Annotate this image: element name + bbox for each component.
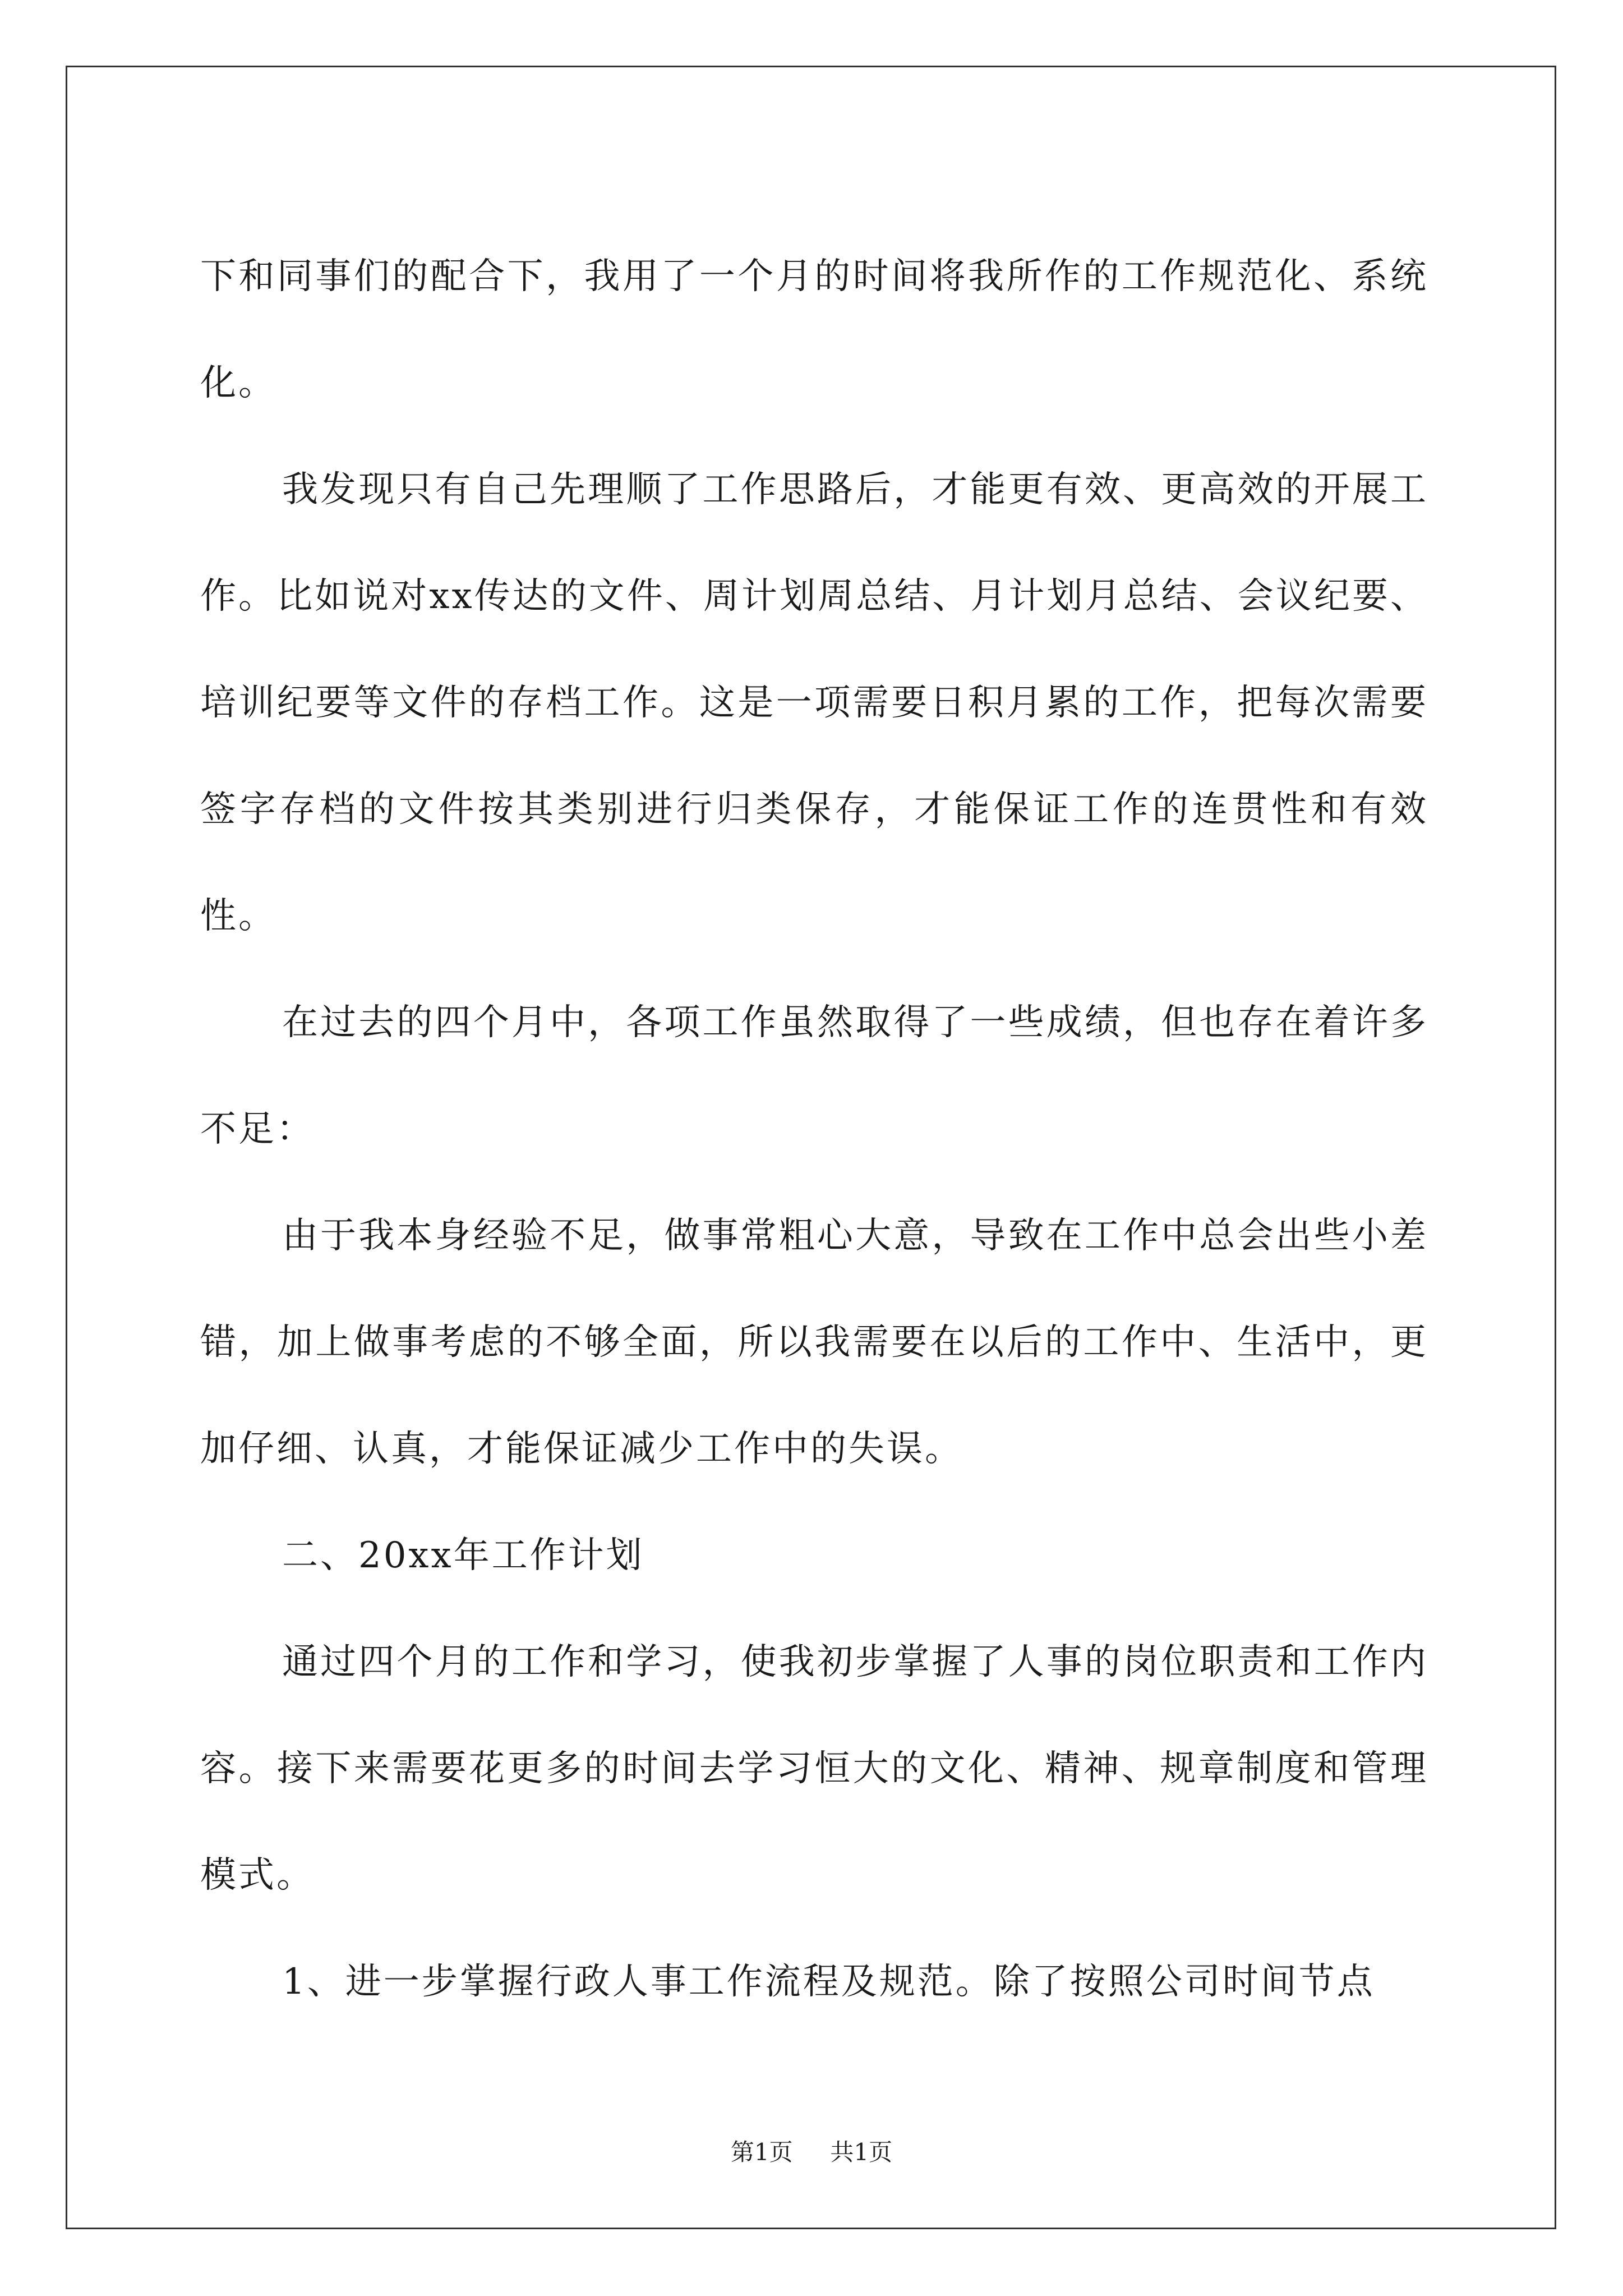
page-footer <box>0 2138 1623 2166</box>
document-body <box>200 223 1428 2035</box>
paragraph: 在过去的四个月中，各项工作虽然取得了一些成绩，但也存在着许多不足： <box>200 1002 1428 1150</box>
page-total: 共1页 <box>830 2138 893 2166</box>
paragraph: 我发现只有自己先理顺了工作思路后，才能更有效、更高效的开展工作。比如说对xx传达的文件、周计划周总结、月计划月总结、会议纪要、培训纪要等文件的存档工作。这是一项需要日积月累的工作，把每次需要签字存档的文件按其类别进行归类保存，才能保证工作的连贯性和有效性。 <box>200 469 1428 937</box>
page-number: 第1页 <box>730 2138 793 2166</box>
section-heading: 二、20xx年工作计划 <box>282 1535 644 1576</box>
paragraph: 1、进一步掌握行政人事工作流程及规范。除了按照公司时间节点 <box>282 1961 1375 2003</box>
paragraph: 由于我本身经验不足，做事常粗心大意，导致在工作中总会出些小差错，加上做事考虑的不够全面，所以我需要在以后的工作中、生活中，更加仔细、认真，才能保证减少工作中的失误。 <box>200 1215 1428 1470</box>
paragraph: 下和同事们的配合下，我用了一个月的时间将我所作的工作规范化、系统化。 <box>200 256 1428 404</box>
paragraph: 通过四个月的工作和学习，使我初步掌握了人事的岗位职责和工作内容。接下来需要花更多的时间去学习恒大的文化、精神、规章制度和管理模式。 <box>200 1641 1428 1896</box>
